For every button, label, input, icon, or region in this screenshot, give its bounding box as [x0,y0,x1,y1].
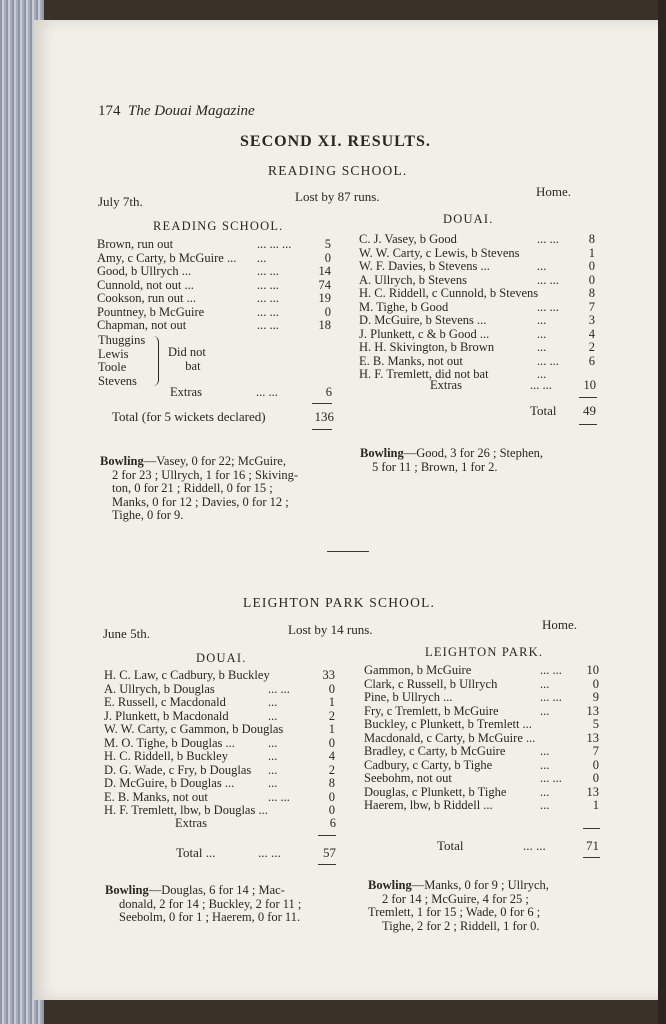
bowling-label: Bowling [100,454,144,468]
runs-value: 13 [586,703,599,718]
leader-dots: ... [537,259,547,273]
batting-row [104,777,335,791]
batting-row [97,306,331,320]
batting-row [359,233,595,247]
leader-dots: ... [268,735,278,750]
runs-value: 8 [588,232,595,246]
match2-left-team: DOUAI. [196,651,247,665]
batting-row [104,791,335,805]
match1-bowling-left: Bowling—Vasey, 0 for 22; McGuire, 2 for 23 ; Ullrych, 1 for 16 ; Skiving- ton, 0 for 21 ; Riddell, 0 for 15 ; Manks, 0 for 12 ; Davies, 0 for 12 ; Tighe, 0 for 9. [100,454,299,522]
match1-left-extras: Extras ... ... 6 [170,385,332,399]
leader-dots: ... ... [540,663,562,677]
batting-row [364,718,599,732]
batting-row [359,260,595,274]
batsman-entry: Cookson, run out ... [97,291,196,305]
page-number: 174 [98,103,121,119]
batting-row [364,745,599,759]
runs-value: 74 [318,277,331,292]
match2-right-team: LEIGHTON PARK. [425,645,544,659]
batting-row [97,252,331,266]
batsman-entry: Chapman, not out [97,318,187,332]
batsman-entry: E. B. Manks, not out [359,353,463,368]
rule [583,857,600,858]
leader-dots: ... [537,326,547,341]
runs-value: 13 [586,784,599,799]
page-title: SECOND XI. RESULTS. [240,133,431,150]
leader-dots: ... ... [257,277,279,292]
batting-row [97,292,331,306]
dnb-name: Stevens [98,373,137,388]
did-not-bat-names [98,334,145,388]
runs-value: 13 [586,730,599,745]
runs-value: 6 [588,353,595,368]
runs-value: 1 [328,695,335,709]
batting-row [364,691,599,705]
leader-dots: ... ... [268,681,290,696]
batsman-entry: J. Plunkett, c & b Good ... [359,326,490,341]
batsman-entry: C. J. Vasey, b Good [359,232,457,246]
batsman-entry: H. F. Tremlett, did not bat [359,367,489,381]
leader-dots: ... [268,776,278,790]
bowling-label: Bowling [360,446,404,460]
batsman-entry: Good, b Ullrych ... [97,264,192,278]
rule [318,864,336,865]
leader-dots: ... ... [537,272,559,287]
runs-value: 0 [592,676,599,691]
batsman-entry: W. F. Davies, b Stevens ... [359,259,490,273]
batting-row [104,804,335,818]
runs-value: 8 [328,776,335,790]
batsman-entry: J. Plunkett, b Macdonald [104,708,229,723]
leader-dots: ... [540,757,550,772]
batting-row [364,772,599,786]
batting-row [104,723,335,737]
runs-value: 3 [588,313,595,327]
batsman-entry: E. B. Manks, not out [104,789,208,804]
match1-bowling-right: Bowling—Good, 3 for 26 ; Stephen, 5 for 11 ; Brown, 1 for 2. [360,446,543,474]
runs-value: 1 [588,245,595,260]
batsman-entry: H. C. Riddell, c Cunnold, b Stevens [359,286,539,300]
batting-row [364,759,599,773]
runs-value: 7 [592,744,599,758]
runs-value: 2 [328,762,335,777]
leader-dots: ... [257,250,267,265]
batting-row [359,341,595,355]
leader-dots: ... [537,367,547,381]
leader-dots: ... ... [257,304,279,319]
batsman-entry: W. W. Carty, c Lewis, b Stevens [359,245,520,260]
leader-dots: ... ... [257,264,279,278]
batsman-entry: D. McGuire, b Stevens ... [359,313,487,327]
batting-row [364,705,599,719]
batting-row [97,265,331,279]
leader-dots: ... ... [537,353,559,368]
runs-value: 5 [324,237,331,251]
leader-dots: ... [540,784,550,799]
runs-value: 0 [324,250,331,265]
leader-dots: ... [268,708,278,723]
match2-left-extras: Extras 6 [175,816,336,830]
dnb-name: Toole [98,360,127,374]
bowling-label: Bowling [105,883,149,897]
match2-bowling-right: Bowling—Manks, 0 for 9 ; Ullrych, 2 for 14 ; McGuire, 4 for 25 ; Tremlett, 1 for 15 ; Wade, 0 for 6 ; Tighe, 2 for 2 ; Riddell, 1 for 0. [368,878,549,933]
batting-row [359,301,595,315]
match1-opponent: READING SCHOOL. [268,163,408,178]
match2-date: June 5th. [103,626,150,641]
match2-venue: Home. [542,617,578,632]
batsman-entry: Macdonald, c Carty, b McGuire ... [364,730,536,745]
runs-value: 7 [588,299,595,314]
dnb-label-line: bat [185,358,201,373]
runs-value: 0 [328,735,335,750]
batsman-entry: Gammon, b McGuire [364,663,472,677]
batsman-entry: H. H. Skivington, b Brown [359,340,495,354]
batsman-entry: Cadbury, c Carty, b Tighe [364,757,493,772]
match1-left-team: READING SCHOOL. [153,219,284,233]
runs-value: 19 [318,291,331,305]
runs-value: 8 [588,286,595,300]
batting-row [364,664,599,678]
batting-row [104,696,335,710]
leader-dots: ... [540,744,550,758]
batsman-entry: Pountney, b McGuire [97,304,205,319]
batting-row [97,319,331,333]
match1-venue: Home. [536,184,572,199]
batting-row [359,287,595,301]
batting-row [104,750,335,764]
match1-right-total: Total 49 [530,403,596,418]
match1-date: July 7th. [98,194,143,209]
leader-dots: ... [268,695,278,709]
batsman-entry: Fry, c Tremlett, b McGuire [364,703,499,718]
batting-row [359,328,595,342]
leader-dots: ... [540,676,550,691]
batsman-entry: Clark, c Russell, b Ullrych [364,676,498,691]
batsman-entry: A. Ullrych, b Stevens [359,272,467,287]
leader-dots: ... ... [268,789,290,804]
batsman-entry: E. Russell, c Macdonald [104,695,226,709]
runs-value: 18 [318,318,331,332]
batsman-entry: D. G. Wade, c Fry, b Douglas [104,762,252,777]
runs-value: 9 [592,690,599,704]
match1-left-total: Total (for 5 wickets declared) 136 [112,409,334,424]
batting-row [97,238,331,252]
match2-result: Lost by 14 runs. [288,622,373,637]
batting-row [104,710,335,724]
did-not-bat-label [168,346,206,373]
batsman-entry: Haerem, lbw, b Riddell ... [364,798,493,812]
batting-row [97,279,331,293]
runs-value: 14 [318,264,331,278]
match2-left-total: Total ... ... ... 57 [176,845,336,860]
runs-value: 0 [328,789,335,804]
batting-row [359,314,595,328]
batsman-entry: A. Ullrych, b Douglas [104,681,215,696]
dnb-name: Thuggins [98,333,146,347]
runs-value: 0 [328,681,335,696]
runs-value: 0 [588,272,595,287]
leader-dots: ... ... ... [257,237,292,251]
batting-row [364,678,599,692]
batsman-entry: M. O. Tighe, b Douglas ... [104,735,235,750]
section-divider [327,551,369,552]
batting-row [359,274,595,288]
leader-dots: ... ... [257,318,279,332]
batsman-entry: H. C. Riddell, b Buckley [104,749,228,763]
match1-result: Lost by 87 runs. [295,189,380,204]
match2-bowling-left: Bowling—Douglas, 6 for 14 ; Mac- donald, 2 for 14 ; Buckley, 2 for 11 ; Seebolm, 0 for 1 ; Haerem, 0 for 11. [105,883,302,924]
batting-row [364,799,599,813]
rule [579,397,597,398]
running-header [98,103,255,120]
batting-row [364,732,599,746]
leader-dots: ... [540,798,550,812]
batsman-entry: Seebohm, not out [364,771,452,785]
page-right-edge [658,0,666,1024]
runs-value: 33 [322,668,335,682]
leader-dots: ... ... [537,232,559,246]
rule [312,429,332,430]
dnb-label-line: Did not [168,345,206,359]
leader-dots: ... ... [537,299,559,314]
batsman-entry: Cunnold, not out ... [97,277,194,292]
leader-dots: ... [268,762,278,777]
batsman-entry: Douglas, c Plunkett, b Tighe [364,784,507,799]
batsman-entry: H. C. Law, c Cadbury, b Buckley [104,668,270,682]
batsman-entry: Buckley, c Plunkett, b Tremlett ... [364,717,532,731]
runs-value: 5 [592,717,599,731]
leader-dots: ... [537,313,547,327]
leader-dots: ... [537,340,547,354]
batsman-entry: D. McGuire, b Douglas ... [104,776,235,790]
runs-value: 0 [328,803,335,817]
batsman-entry: Brown, run out [97,237,174,251]
leader-dots: ... [540,703,550,718]
batsman-entry: Pine, b Ullrych ... [364,690,453,704]
match1-right-team: DOUAI. [443,212,494,226]
leader-dots: ... ... [540,690,562,704]
match2-opponent: LEIGHTON PARK SCHOOL. [243,595,436,610]
rule [583,828,600,829]
runs-value: 0 [592,757,599,772]
batting-row [359,355,595,369]
batsman-entry: W. W. Carty, c Gammon, b Douglas [104,722,284,736]
match1-right-extras: Extras ... ... 10 [430,378,596,392]
rule [318,835,336,836]
leader-dots: ... ... [257,291,279,305]
bowling-label: Bowling [368,878,412,892]
batting-row [104,737,335,751]
batting-row [104,764,335,778]
batsman-entry: H. F. Tremlett, lbw, b Douglas ... [104,803,268,817]
runs-value: 0 [592,771,599,785]
runs-value: 4 [588,326,595,341]
batsman-entry: M. Tighe, b Good [359,299,449,314]
rule [312,403,332,404]
runs-value: 0 [324,304,331,319]
runs-value: 10 [586,663,599,677]
brace [150,336,159,386]
runs-value: 4 [328,749,335,763]
runs-value: 2 [588,340,595,354]
magazine-title: The Douai Magazine [128,103,255,119]
batsman-entry: Amy, c Carty, b McGuire ... [97,250,237,265]
match2-right-total: Total ... ... 71 [437,838,599,853]
rule [579,424,597,425]
batting-row [104,669,335,683]
dnb-name: Lewis [98,346,129,361]
batting-row [364,786,599,800]
runs-value: 1 [592,798,599,812]
batsman-entry: Bradley, c Carty, b McGuire [364,744,506,758]
runs-value: 2 [328,708,335,723]
batting-row [104,683,335,697]
batting-row [359,247,595,261]
leader-dots: ... ... [540,771,562,785]
runs-value: 1 [328,722,335,736]
leader-dots: ... [268,749,278,763]
runs-value: 0 [588,259,595,273]
